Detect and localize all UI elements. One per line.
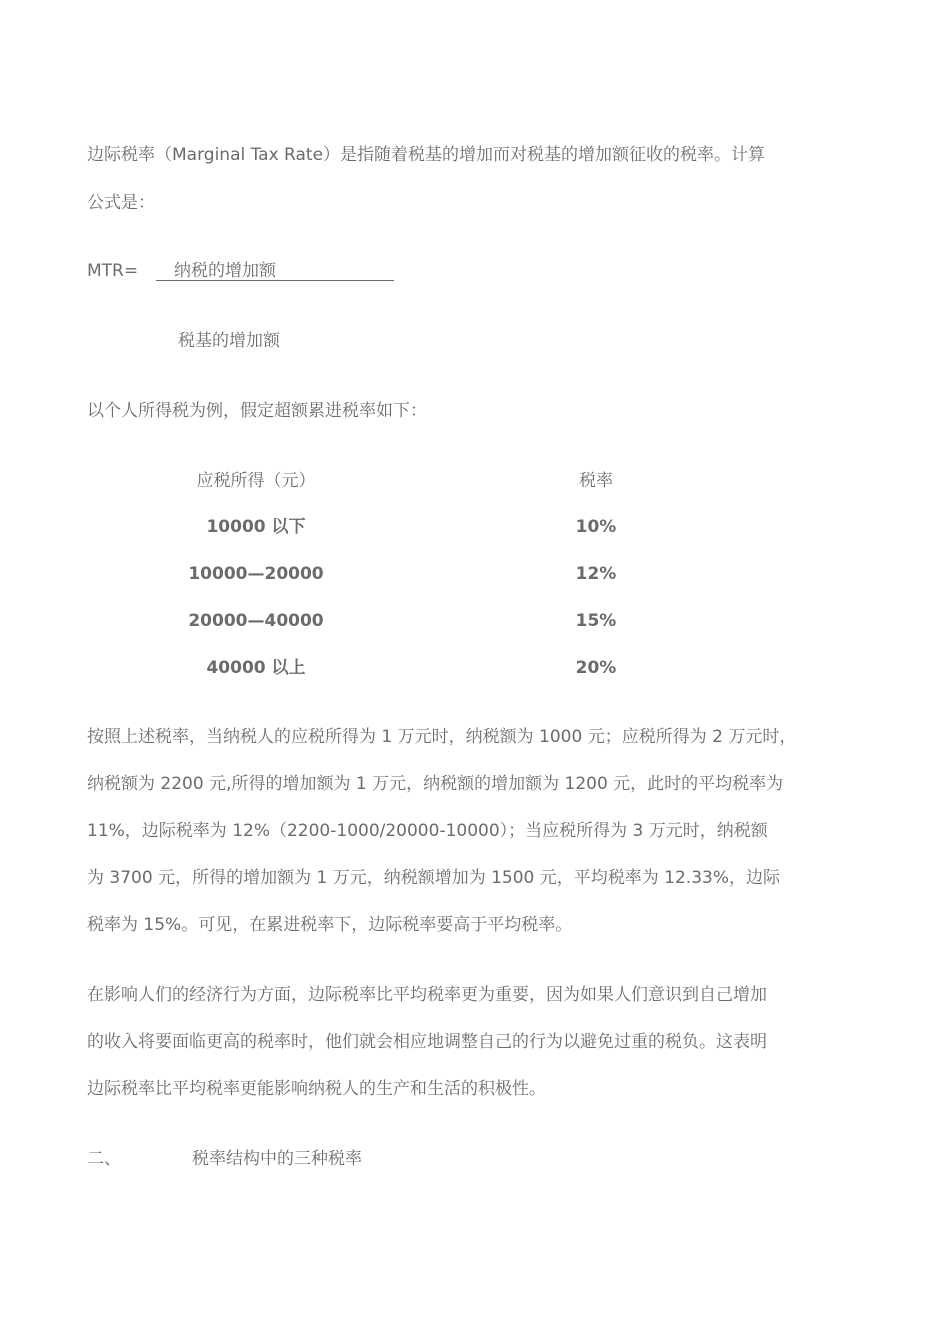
table-cell-income: 40000 以上	[206, 658, 306, 678]
paragraph3-line-3: 边际税率比平均税率更能影响纳税人的生产和生活的积极性。	[87, 1079, 546, 1099]
section-number: 二、	[87, 1149, 121, 1169]
paragraph2-line-2: 纳税额为 2200 元,所得的增加额为 1 万元，纳税额的增加额为 1200 元，此时的平均税率为	[87, 774, 784, 794]
table-header-income: 应税所得（元）	[196, 471, 316, 491]
example-intro: 以个人所得税为例，假定超额累进税率如下：	[87, 401, 427, 421]
table-cell-rate: 10%	[575, 517, 617, 537]
table-cell-rate: 12%	[575, 564, 617, 584]
table-cell-income: 10000—20000	[188, 564, 324, 584]
section-title: 税率结构中的三种税率	[192, 1149, 362, 1169]
table-cell-income: 20000—40000	[188, 611, 324, 631]
paragraph2-line-1: 按照上述税率，当纳税人的应税所得为 1 万元时，纳税额为 1000 元；应税所得为 2 万元时，	[87, 727, 797, 747]
intro-line-1: 边际税率（Marginal Tax Rate）是指随着税基的增加而对税基的增加额征收的税率。计算	[87, 145, 766, 165]
paragraph2-line-4: 为 3700 元，所得的增加额为 1 万元，纳税额增加为 1500 元，平均税率为 12.33%，边际	[87, 868, 780, 888]
intro-line-2: 公式是：	[87, 193, 155, 213]
formula-label: MTR=	[87, 261, 139, 281]
formula-denominator: 税基的增加额	[178, 331, 280, 351]
table-cell-income: 10000 以下	[206, 517, 306, 537]
formula-numerator: 纳税的增加额	[156, 259, 394, 281]
table-header-rate: 税率	[579, 471, 613, 491]
paragraph3-line-1: 在影响人们的经济行为方面，边际税率比平均税率更为重要，因为如果人们意识到自己增加	[87, 985, 767, 1005]
paragraph3-line-2: 的收入将要面临更高的税率时，他们就会相应地调整自己的行为以避免过重的税负。这表明	[87, 1032, 767, 1052]
paragraph2-line-3: 11%，边际税率为 12%（2200-1000/20000-10000）；当应税所得为 3 万元时，纳税额	[87, 821, 768, 841]
paragraph2-line-5: 税率为 15%。可见，在累进税率下，边际税率要高于平均税率。	[87, 915, 573, 935]
table-cell-rate: 20%	[575, 658, 617, 678]
table-cell-rate: 15%	[575, 611, 617, 631]
